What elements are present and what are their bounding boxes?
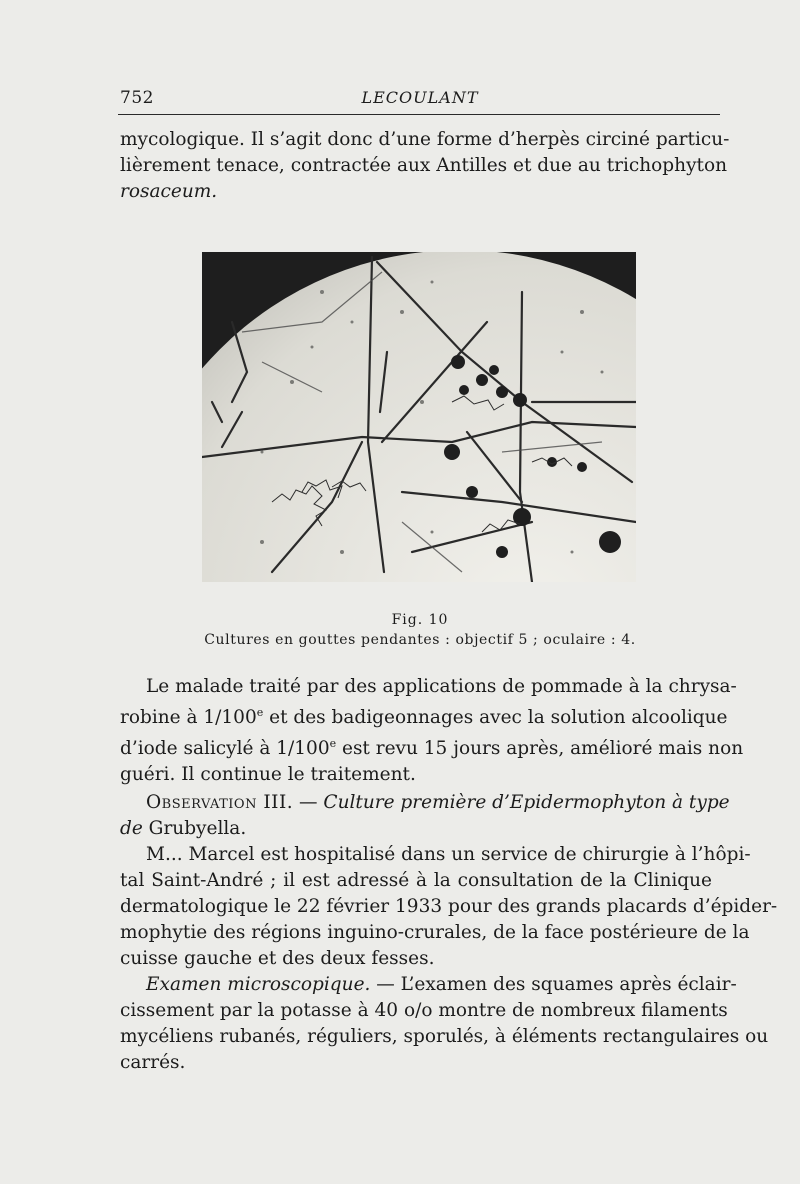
text-line: mycéliens rubanés, réguliers, sporulés, à éléments rectangulaires ou <box>120 1026 769 1047</box>
figure-label: Fig. 10 <box>391 612 449 628</box>
text-line: cissement par la potasse à 40 o/o montre de nombreux filaments <box>120 1000 728 1021</box>
top-paragraph <box>120 127 730 205</box>
text-line: tal Saint-André ; il est adressé à la consultation de la Clinique <box>120 870 712 891</box>
text-line: de Grubyella. <box>120 818 247 839</box>
text-line: carrés. <box>120 1052 186 1073</box>
page-number: 752 <box>120 88 154 108</box>
text-line: dermatologique le 22 février 1933 pour des grands placards d’épider- <box>120 896 778 917</box>
text-line: cuisse gauche et des deux fesses. <box>120 948 435 969</box>
text-line: mophytie des régions inguino-crurales, de la face postérieure de la <box>120 922 750 943</box>
text-line: guéri. Il continue le traitement. <box>120 764 416 786</box>
figure-caption: Cultures en gouttes pendantes : objectif 5 ; oculaire : 4. <box>204 632 636 648</box>
micrograph-figure <box>202 252 636 582</box>
text-line: Le malade traité par des applications de pommade à la chrysa- <box>146 676 737 697</box>
text-line: d’iode salicylé à 1/100e est revu 15 jours après, amélioré mais non <box>120 737 744 760</box>
case-paragraph <box>120 842 778 972</box>
text-line: robine à 1/100e et des badigeonnages avec la solution alcoolique <box>120 706 728 729</box>
text-line: M... Marcel est hospitalisé dans un service de chirurgie à l’hôpi- <box>146 844 751 865</box>
text-line: rosaceum. <box>120 181 218 202</box>
observation-heading <box>120 790 730 842</box>
micrograph-image <box>202 252 636 582</box>
text-line: lièrement tenace, contractée aux Antilles et due au trichophyton <box>120 155 728 176</box>
header-rule <box>118 114 720 115</box>
text-line: Observation III. — Culture première d’Epidermophyton à type <box>146 792 730 813</box>
treatment-paragraph <box>120 674 744 788</box>
text-line: mycologique. Il s’agit donc d’une forme d’herpès circiné particu- <box>120 129 730 150</box>
running-title: LECOULANT <box>361 88 479 107</box>
exam-paragraph <box>120 972 769 1076</box>
text-line: Examen microscopique. — L’examen des squames après éclair- <box>146 974 737 995</box>
